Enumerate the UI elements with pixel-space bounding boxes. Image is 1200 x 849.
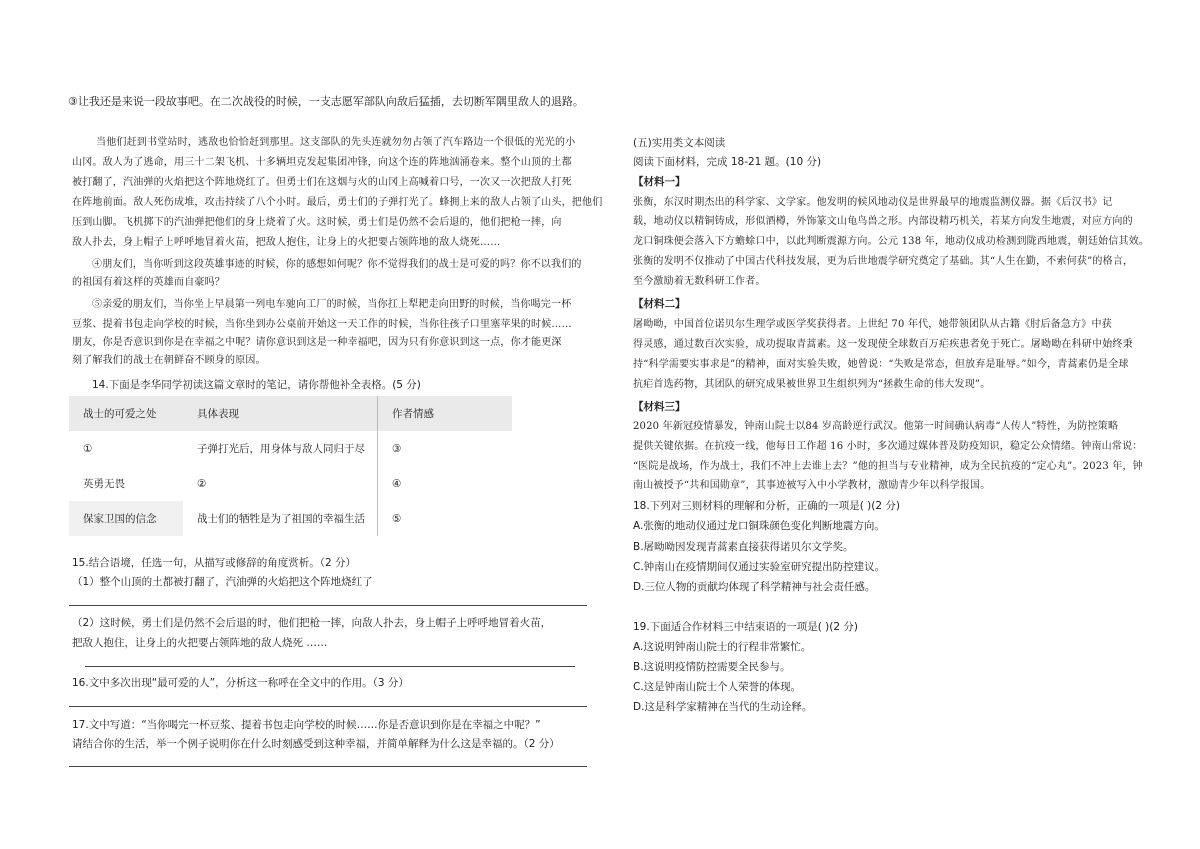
- option-b[interactable]: B.这说明疫情防控需要全民参与。: [633, 661, 791, 673]
- table-cell[interactable]: ③: [392, 442, 402, 455]
- material-2-title: 【材料二】: [633, 298, 686, 310]
- question-15-option-2-cont: 把敌人抱住，让身上的火把要占领阵地的敌人烧死 ……: [72, 637, 328, 649]
- option-b[interactable]: B.屠呦呦因发现青蒿素直接获得诺贝尔文学奖。: [633, 541, 854, 553]
- passage-top-line: ③让我还是来说一段故事吧。在二次战役的时候，一支志愿军部队向敌后猛插，去切断军隅里敌人的退路。: [68, 95, 584, 108]
- answer-line[interactable]: [69, 605, 587, 606]
- passage-line: 压到山脚。飞机掷下的汽油弹把他们的身上烧着了火。这时候，勇士们是仍然不会后退的，他们把枪一摔，向: [72, 217, 562, 228]
- table-cell[interactable]: ⑤: [392, 512, 402, 525]
- passage-line: 山冈。敌人为了逃命，用三十二架飞机、十多辆坦克发起集团冲锋，向这个连的阵地汹涌卷来。整个山顶的土都: [72, 157, 572, 168]
- passage-line: 刻了解我们的战士在朝鲜奋不顾身的原因。: [72, 355, 266, 366]
- option-a[interactable]: A.这说明钟南山院士的行程非常繁忙。: [633, 641, 812, 653]
- passage-line: 在阵地前面。敌人死伤成堆，攻击持续了八个小时。最后，勇士们的子弹打光了。蜂拥上来的敌人占领了山头，把他们: [72, 197, 603, 208]
- passage-line: 被打翻了，汽油弹的火焰把这个阵地烧红了。但勇士们在这烟与火的山冈上高喊着口号，一次又一次把敌人打死: [72, 177, 572, 188]
- material-line: 得灵感，通过数百次实验，成功提取青蒿素。这一发现使全球数百万疟疾患者免于死亡。屠呦呦在科研中始终秉: [633, 339, 1133, 350]
- passage-line: 朋友，你是否意识到你是在幸福之中呢？请你意识到这是一种幸福吧，因为只有你意识到这一点，你才能更深: [72, 337, 562, 348]
- answer-line[interactable]: [85, 666, 575, 667]
- table-row: [69, 466, 512, 501]
- option-a[interactable]: A.张衡的地动仪通过龙口铜珠颜色变化判断地震方向。: [633, 520, 885, 532]
- question-16: 16.文中多次出现“最可爱的人”，分析这一称呼在全文中的作用。（3 分）: [72, 677, 409, 689]
- material-line: 2020 年新冠疫情暴发，钟南山院士以84 岁高龄逆行武汉。他第一时间确认病毒“人传人”特性，为防控策略: [633, 421, 1119, 432]
- question-17-cont: 请结合你的生活，举一个例子说明你在什么时刻感受到这种幸福，并简单解释为什么这是幸福的。（2 分）: [72, 738, 560, 750]
- material-line: 屠呦呦，中国首位诺贝尔生理学或医学奖获得者。上世纪 70 年代，她带领团队从古籍《肘后备急方》中获: [633, 319, 1112, 330]
- table-row: [69, 501, 512, 536]
- passage-line: ④朋友们，当你听到这段英雄事迹的时候，你的感想如何呢？你不觉得我们的战士是可爱的吗？你不以我们的: [92, 259, 582, 270]
- question-15-option-1: （1）整个山顶的土都被打翻了，汽油弹的火焰把这个阵地烧红了: [72, 576, 373, 588]
- table-header-cell: 战士的可爱之处: [69, 396, 183, 431]
- table-cell: 子弹打光后，用身体与敌人同归于尽: [183, 431, 378, 466]
- table-cell: 保家卫国的信念: [69, 501, 183, 536]
- passage-line: 当他们赶到书堂站时，逃敌也恰恰赶到那里。这支部队的先头连就勿勿占领了汽车路边一个很低的光光的小: [96, 137, 576, 148]
- answer-line[interactable]: [69, 766, 587, 767]
- passage-line: 豆浆、提着书包走向学校的时候，当你坐到办公桌前开始这一天工作的时候，当你往孩子口里塞苹果的时候……: [72, 319, 572, 330]
- option-c[interactable]: C.这是钟南山院士个人荣誉的体现。: [633, 681, 802, 693]
- material-line: 载，地动仪以精铜铸成，形似酒樽，外饰篆文山龟鸟兽之形。内部设精巧机关，若某方向发生地震，对应方向的: [633, 216, 1133, 227]
- material-line: 张衡，东汉时期杰出的科学家、文学家。他发明的候风地动仪是世界最早的地震监测仪器。据《后汉书》记: [633, 197, 1113, 208]
- material-line: “医院是战场，作为战士，我们不冲上去谁上去？”他的担当与专业精神，成为全民抗疫的“定心丸”。2023 年，钟: [633, 461, 1143, 472]
- passage-line: ⑤亲爱的朋友们，当你坐上早晨第一列电车驰向工厂的时候，当你扛上犁耙走向田野的时候，当你喝完一杯: [92, 299, 572, 310]
- question-19: 19.下面适合作材料三中结束语的一项是( )(2 分): [633, 621, 858, 633]
- passage-line: 的祖国有着这样的英雄而自豪吗？: [72, 277, 225, 288]
- table-header-cell: 具体表现: [183, 396, 378, 431]
- material-3-title: 【材料三】: [633, 401, 686, 413]
- table-cell[interactable]: ②: [183, 466, 378, 501]
- passage-line: 敌人扑去，身上帽子上呼呼地冒着火苗，把敌人抱住，让身上的火把要占领阵地的敌人烧死……: [72, 237, 501, 248]
- material-line: 南山被授予“共和国勋章”，其事迹被写入中小学教材，激励青少年以科学报国。: [633, 480, 991, 491]
- question-15: 15.结合语境，任选一句，从描写或修辞的角度赏析。（2 分）: [72, 557, 356, 569]
- table-cell[interactable]: ④: [392, 477, 402, 490]
- table-row: [69, 431, 512, 466]
- option-c[interactable]: C.钟南山在疫情期间仅通过实验室研究提出防控建议。: [633, 561, 886, 573]
- table-cell[interactable]: ①: [83, 442, 93, 455]
- material-line: 提供关键依据。在抗疫一线，他每日工作超 16 小时，多次通过媒体普及防疫知识，稳定公众情绪。钟南山常说：: [633, 441, 1143, 452]
- question-17: 17.文中写道：“当你喝完一杯豆浆、提着书包走向学校的时候……你是否意识到你是在幸福之中呢？”: [72, 719, 541, 731]
- option-d[interactable]: D.三位人物的贡献均体现了科学精神与社会责任感。: [633, 581, 876, 593]
- material-1-title: 【材料一】: [633, 176, 686, 188]
- material-line: 龙口铜珠便会落入下方蟾蜍口中，以此判断震源方向。公元 138 年，地动仪成功检测到陇西地震，朝廷始信其效。: [633, 236, 1150, 247]
- table-header-row: [69, 396, 512, 431]
- material-line: 抗疟首选药物，其团队的研究成果被世界卫生组织列为“拯救生命的伟大发现”。: [633, 379, 991, 390]
- notes-table: [69, 396, 512, 536]
- question-18: 18.下列对三则材料的理解和分析，正确的一项是( )(2 分): [633, 500, 900, 512]
- table-header-cell: 作者情感: [378, 396, 513, 431]
- table-cell: 英勇无畏: [83, 478, 125, 490]
- material-line: 至今激励着无数科研工作者。: [633, 276, 766, 287]
- section-intro: 阅读下面材料，完成 18-21 题。(10 分): [633, 156, 822, 168]
- question-14: 14.下面是李华同学初读这篇文章时的笔记，请你帮他补全表格。(5 分): [92, 379, 421, 391]
- question-15-option-2: （2）这时候，勇士们是仍然不会后退的时，他们把枪一摔，向敌人扑去，身上帽子上呼呼地冒着火苗，: [72, 617, 552, 629]
- material-line: 张衡的发明不仅推动了中国古代科技发展，更为后世地震学研究奠定了基础。其“人生在勤，不索何获”的格言，: [633, 256, 1134, 267]
- answer-line[interactable]: [69, 706, 587, 707]
- section-title: (五)实用类文本阅读: [633, 137, 726, 149]
- table-cell: 战士们的牺牲是为了祖国的幸福生活: [183, 501, 378, 536]
- material-line: 持“科学需要实事求是”的精神，面对实验失败，她曾说：“失败是常态，但放弃是耻辱。”如今，青蒿素仍是全球: [633, 359, 1129, 370]
- option-d[interactable]: D.这是科学家精神在当代的生动诠释。: [633, 701, 813, 713]
